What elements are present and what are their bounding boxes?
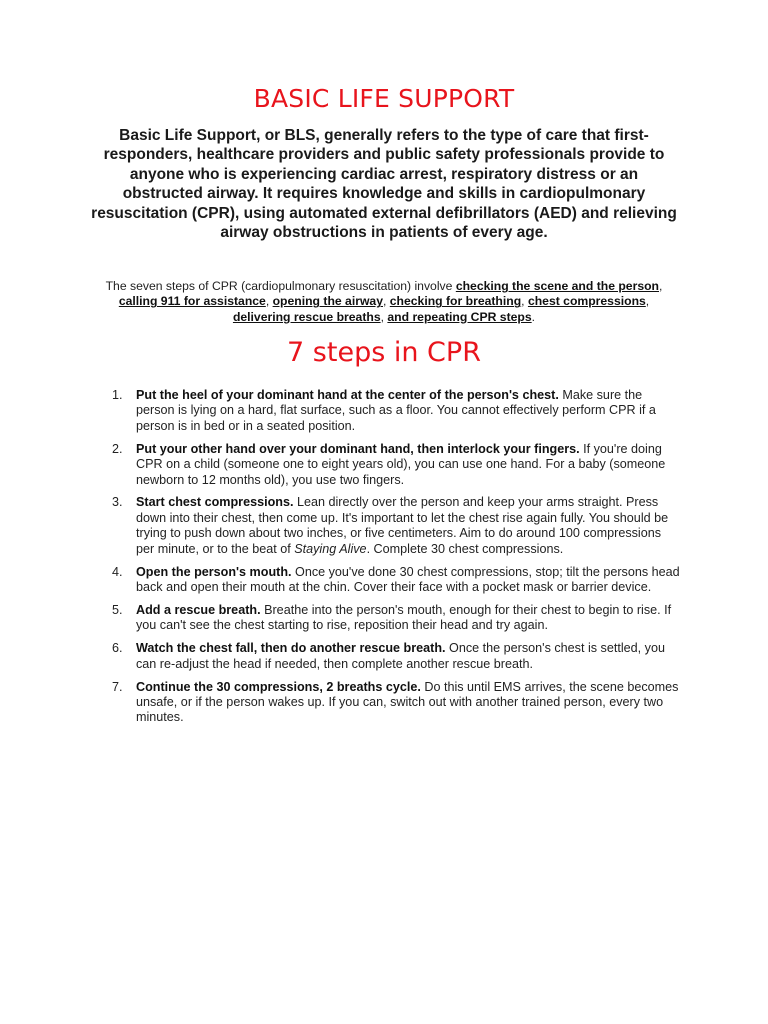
step-text-after: . Complete 30 chest compressions. (366, 541, 564, 556)
step-title: Put the heel of your dominant hand at the center of the person's chest. (136, 388, 559, 402)
step-title: Open the person's mouth. (136, 564, 292, 579)
page-title: BASIC LIFE SUPPORT (253, 84, 515, 113)
list-item (108, 442, 680, 488)
step-number: 5. (112, 602, 123, 617)
step-text: Lean directly over the person and keep your arms straight. Press down into their chest, then come up. It's important to let the chest rise again fully. You should be trying to push down about two inches, or five centimeters. Aim to do around 100 compressions per minute, or to the beat of (136, 495, 669, 556)
step-title: Add a rescue breath. (136, 602, 261, 617)
step-text: Breathe into the person's mouth, enough for their chest to begin to rise. If you can't see the chest starting to rise, reposition their head and try again. (136, 602, 672, 633)
summary-link-chest-compressions[interactable]: chest compressions (527, 294, 646, 309)
cpr-summary-paragraph (90, 279, 678, 325)
summary-link-rescue-breaths[interactable]: delivering rescue breaths (232, 309, 381, 324)
step-title: Continue the 30 compressions, 2 breaths cycle. (136, 679, 421, 694)
step-title: Watch the chest fall, then do another rescue breath. (136, 641, 446, 656)
step-number: 4. (112, 564, 123, 579)
summary-lead: The seven steps of CPR (cardiopulmonary resuscitation) involve (105, 279, 456, 293)
step-text: Make sure the person is lying on a hard, flat surface, such as a floor. You cannot effectively perform CPR if a person is in bed or in a seated position. (136, 388, 656, 433)
summary-sep: , (659, 279, 663, 293)
intro-paragraph: Basic Life Support, or BLS, generally refers to the type of care that first-responders, healthcare providers and public safety professionals provide to anyone who is experiencing cardiac arrest, respiratory distress or an obstructed airway. It requires knowledge and skills in cardiopulmonary resuscitation (CPR), using automated external defibrillators (AED) and relieving airway obstructions in patients of every age. (91, 127, 677, 242)
summary-sep: , (521, 294, 528, 309)
step-title: Put your other hand over your dominant hand, then interlock your fingers. (136, 441, 580, 456)
cpr-steps-list (108, 388, 680, 733)
step-text: Once the person's chest is settled, you can re-adjust the head if needed, then complete another rescue breath. (136, 641, 665, 671)
summary-sep: , (383, 294, 390, 309)
summary-sep: , (645, 294, 650, 309)
list-item (108, 565, 680, 596)
summary-link-call-911[interactable]: calling 911 for assistance (118, 294, 266, 309)
step-number: 7. (112, 679, 123, 694)
summary-link-check-breathing[interactable]: checking for breathing (389, 294, 522, 309)
summary-link-repeat-cpr[interactable]: and repeating CPR steps (387, 309, 532, 324)
list-item (108, 603, 680, 634)
summary-link-open-airway[interactable]: opening the airway (272, 294, 383, 309)
summary-end: . (531, 309, 536, 324)
step-text: Do this until EMS arrives, the scene becomes unsafe, or if the person wakes up. If you can, switch out with another trained person, every two minutes. (136, 679, 679, 725)
list-item (108, 641, 680, 672)
section-heading: 7 steps in CPR (287, 337, 481, 368)
list-item (108, 680, 680, 726)
step-number: 3. (112, 495, 123, 510)
list-item (108, 388, 680, 434)
step-number: 1. (112, 388, 123, 402)
summary-link-check-scene[interactable]: checking the scene and the person (455, 279, 659, 293)
step-text: If you're doing CPR on a child (someone one to eight years old), you can use one hand. For a baby (someone newborn to 12 months old), you use two fingers. (136, 441, 666, 487)
summary-sep: , (265, 294, 273, 309)
summary-sep: , (380, 309, 388, 324)
list-item (108, 495, 680, 557)
step-text: Once you've done 30 chest compressions, stop; tilt the persons head back and open their mouth at the chin. Cover their face with a pocket mask or barrier device. (136, 564, 680, 594)
step-number: 2. (112, 441, 123, 456)
step-italic-text: Staying Alive (294, 541, 367, 556)
step-title: Start chest compressions. (136, 495, 294, 510)
step-number: 6. (112, 641, 123, 656)
